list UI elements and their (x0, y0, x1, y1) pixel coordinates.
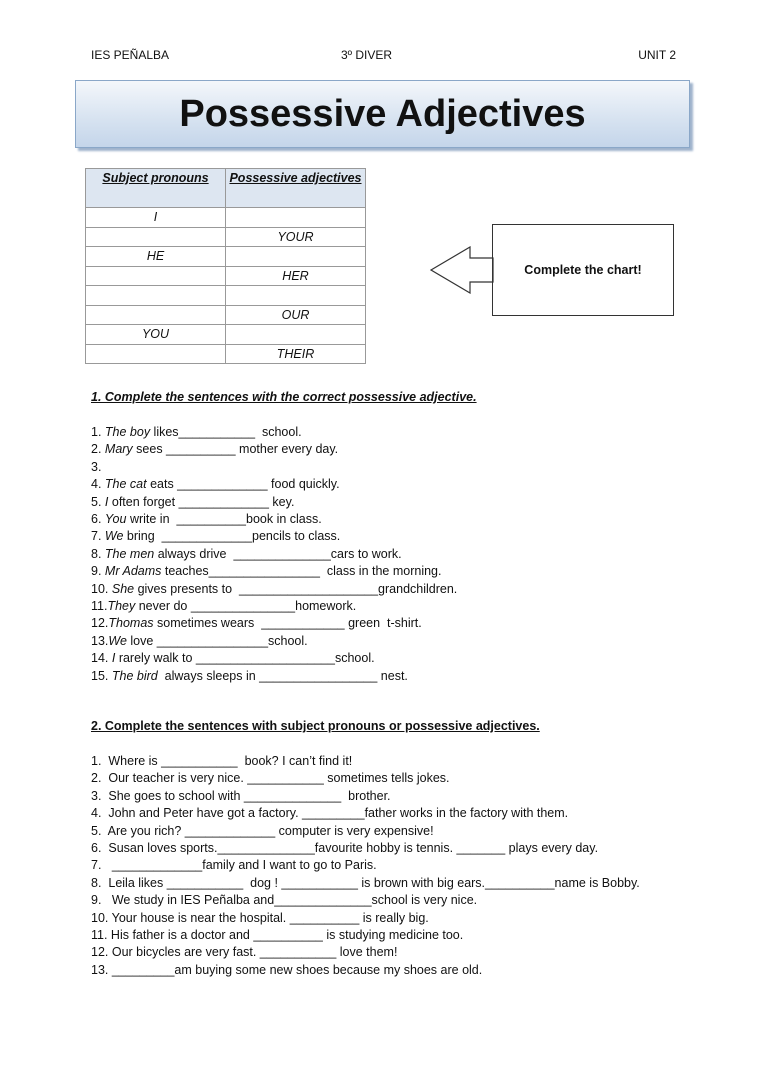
exercise-2-item[interactable]: 10. Your house is near the hospital. __________ is really big. (91, 910, 429, 925)
exercise-1-item[interactable] (91, 563, 457, 580)
item-text: sees __________ mother every day. (132, 442, 339, 457)
item-subject: Mr Adams (104, 564, 162, 579)
item-text: bring _____________pencils to class. (123, 529, 341, 544)
exercise-1-item[interactable] (91, 528, 457, 545)
item-subject: You (104, 512, 127, 527)
pronoun-chart (85, 168, 366, 364)
item-number: 6. (91, 512, 105, 527)
item-subject: We (104, 529, 124, 544)
subject-cell[interactable]: HE (86, 247, 226, 267)
item-text: gives presents to ____________________grandchildren. (134, 581, 458, 596)
exercise-1-item[interactable] (91, 546, 457, 563)
exercise-1-item[interactable] (91, 633, 457, 650)
item-text: always drive ______________cars to work. (154, 546, 402, 561)
possessive-cell[interactable] (226, 325, 366, 345)
item-text: eats _____________ food quickly. (146, 477, 340, 492)
chart-row (86, 227, 366, 247)
exercise-1-item[interactable] (91, 668, 457, 685)
item-number: 13. (91, 633, 109, 648)
item-number: 15. (91, 668, 112, 683)
item-subject: The men (104, 546, 155, 561)
col-header-possessive: Possessive adjectives (226, 169, 366, 208)
chart-row (86, 305, 366, 325)
subject-cell[interactable] (86, 344, 226, 364)
chart-row (86, 286, 366, 306)
item-text: teaches________________ class in the morning. (161, 564, 442, 579)
exercise-2-item[interactable]: 6. Susan loves sports.______________favourite hobby is tennis. _______ plays every day. (91, 841, 599, 856)
item-subject: She (111, 581, 135, 596)
item-text: sometimes wears ____________ green t-shirt. (153, 616, 422, 631)
subject-cell[interactable]: I (86, 208, 226, 228)
possessive-cell[interactable] (226, 208, 366, 228)
item-text: likes___________ school. (150, 425, 302, 439)
callout-box (492, 224, 674, 316)
item-number: 2. (91, 442, 105, 457)
school-name: IES PEÑALBA (91, 48, 170, 62)
possessive-cell[interactable] (226, 247, 366, 267)
item-subject: They (107, 599, 136, 614)
item-number: 5. (91, 494, 105, 509)
item-number: 11. (91, 599, 108, 614)
chart-row (86, 344, 366, 364)
exercise-2-list (91, 753, 640, 979)
item-subject: The bird (111, 668, 158, 683)
exercise-2-item[interactable]: 2. Our teacher is very nice. ___________ sometimes tells jokes. (91, 771, 450, 786)
title-banner (75, 80, 690, 148)
exercise-2-item[interactable]: 4. John and Peter have got a factory. _________father works in the factory with them. (91, 806, 569, 821)
item-subject: Thomas (108, 616, 154, 631)
subject-cell[interactable] (86, 305, 226, 325)
exercise-2-item[interactable]: 1. Where is ___________ book? I can’t find it! (91, 754, 353, 768)
item-number: 14. (91, 651, 112, 666)
exercise-2-item[interactable]: 8. Leila likes ___________ dog ! ___________ is brown with big ears.__________name is Bobby. (91, 875, 640, 890)
arrow-left-icon (430, 246, 494, 294)
chart-row (86, 325, 366, 345)
subject-cell[interactable] (86, 266, 226, 286)
exercise-1-item[interactable] (91, 650, 457, 667)
exercise-2-item[interactable]: 7. _____________family and I want to go to Paris. (91, 858, 377, 873)
exercise-2-item[interactable]: 13. _________am buying some new shoes because my shoes are old. (91, 962, 483, 977)
exercise-1-heading: 1. Complete the sentences with the correct possessive adjective. (91, 390, 477, 404)
item-subject: The boy (104, 425, 151, 439)
subject-cell[interactable] (86, 227, 226, 247)
exercise-1-item[interactable] (91, 441, 457, 458)
chart-row (86, 266, 366, 286)
item-number: 1. (91, 425, 105, 439)
exercise-1-item[interactable] (91, 615, 457, 632)
item-text: write in __________book in class. (126, 512, 322, 527)
item-number: 12. (91, 616, 109, 631)
item-text: never do _______________homework. (135, 599, 357, 614)
exercise-2-item[interactable]: 9. We study in IES Peñalba and______________school is very nice. (91, 893, 478, 908)
exercise-2-item[interactable]: 5. Are you rich? _____________ computer is very expensive! (91, 823, 434, 838)
exercise-1-list (91, 424, 457, 685)
item-number: 9. (91, 564, 105, 579)
possessive-cell[interactable]: HER (226, 266, 366, 286)
item-subject: We (108, 633, 127, 648)
exercise-2-item[interactable]: 12. Our bicycles are very fast. ___________ love them! (91, 945, 398, 960)
chart-row (86, 208, 366, 228)
exercise-1-item[interactable] (91, 494, 457, 511)
callout-text: Complete the chart! (524, 263, 642, 277)
possessive-cell[interactable]: YOUR (226, 227, 366, 247)
item-subject: The cat (104, 477, 147, 492)
item-text: often forget _____________ key. (108, 494, 295, 509)
exercise-1-item[interactable] (91, 598, 457, 615)
subject-cell[interactable]: YOU (86, 325, 226, 345)
item-subject: I (104, 494, 109, 509)
item-number: 7. (91, 529, 105, 544)
item-number: 8. (91, 546, 105, 561)
item-text: love ________________school. (126, 633, 308, 648)
exercise-2-heading: 2. Complete the sentences with subject pronouns or possessive adjectives. (91, 719, 540, 733)
possessive-cell[interactable]: THEIR (226, 344, 366, 364)
course-name: 3º DIVER (341, 48, 393, 62)
exercise-1-item[interactable] (91, 511, 457, 528)
subject-cell[interactable] (86, 286, 226, 306)
page-title: Possessive Adjectives (179, 92, 586, 135)
exercise-2-item[interactable]: 11. His father is a doctor and __________ is studying medicine too. (91, 928, 464, 943)
chart-row (86, 247, 366, 267)
item-number: 10. (91, 581, 112, 596)
item-subject: Mary (104, 442, 133, 457)
exercise-2-item[interactable]: 3. She goes to school with ______________ brother. (91, 788, 391, 803)
possessive-cell[interactable]: OUR (226, 305, 366, 325)
exercise-1-item[interactable] (91, 424, 457, 441)
unit-label: UNIT 2 (638, 48, 676, 62)
item-number: 3. (91, 459, 102, 474)
item-number: 4. (91, 477, 105, 492)
item-text: always sleeps in _________________ nest. (157, 668, 408, 683)
exercise-1-item[interactable] (91, 581, 457, 598)
item-subject: I (111, 651, 116, 666)
item-text: rarely walk to ____________________school. (115, 651, 375, 666)
col-header-subject: Subject pronouns (86, 169, 226, 208)
possessive-cell[interactable] (226, 286, 366, 306)
exercise-1-item[interactable] (91, 476, 457, 493)
exercise-1-item[interactable] (91, 459, 457, 476)
